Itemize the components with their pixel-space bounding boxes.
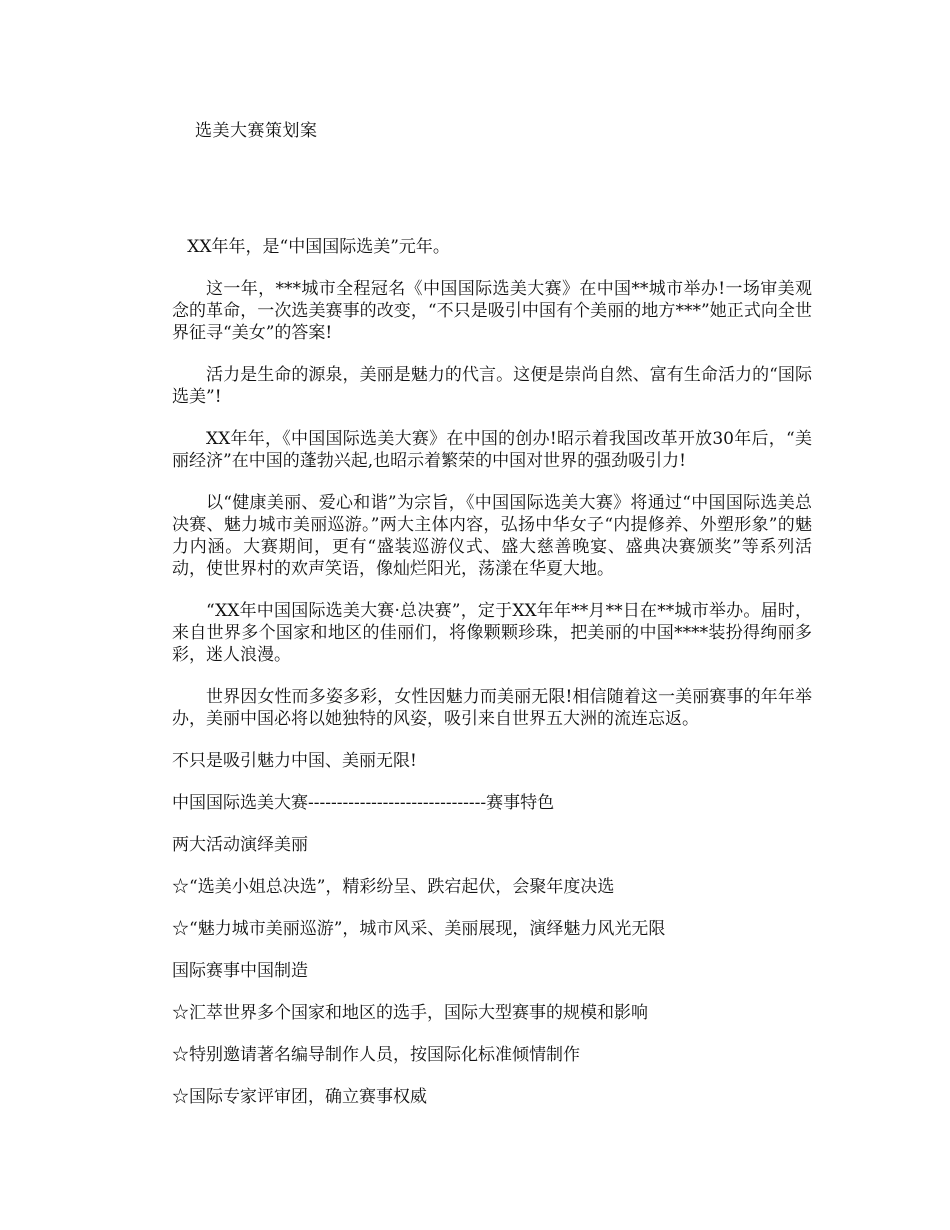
paragraph: 活力是生命的源泉，美丽是魅力的代言。这便是崇尚自然、富有生命活力的“国际选美”!: [172, 365, 812, 407]
section-heading-features: 中国国际选美大赛-------------------------------赛事特色: [172, 793, 555, 813]
feature-item: ☆“魅力城市美丽巡游”，城市风采、美丽展现，演绎魅力风光无限: [172, 919, 666, 939]
paragraph: 世界因女性而多姿多彩，女性因魅力而美丽无限!相信随着这一美丽赛事的年年举办，美丽中国必将以她独特的风姿，吸引来自世界五大洲的流连忘返。: [172, 687, 812, 729]
slogan-line: 不只是吸引魅力中国、美丽无限!: [172, 751, 417, 771]
feature-item: ☆特别邀请著名编导制作人员，按国际化标准倾情制作: [172, 1045, 580, 1065]
subheading-international: 国际赛事中国制造: [172, 961, 308, 981]
subheading-activities: 两大活动演绎美丽: [172, 835, 308, 855]
paragraph-intro: XX年年，是“中国国际选美”元年。: [187, 237, 450, 257]
document-body: [172, 236, 812, 1128]
feature-item: ☆汇萃世界多个国家和地区的选手，国际大型赛事的规模和影响: [172, 1003, 648, 1023]
feature-item: ☆国际专家评审团，确立赛事权威: [172, 1087, 427, 1107]
feature-item: ☆“选美小姐总决选”，精彩纷呈、跌宕起伏，会聚年度决选: [172, 877, 615, 897]
paragraph: XX年年，《中国国际选美大赛》在中国的创办!昭示着我国改革开放30年后，“美丽经济”在中国的蓬勃兴起,也昭示着繁荣的中国对世界的强劲吸引力!: [172, 429, 812, 471]
document-title: 选美大赛策划案: [195, 121, 318, 141]
paragraph: “XX年中国国际选美大赛·总决赛”，定于XX年年**月**日在**城市举办。届时，来自世界多个国家和地区的佳丽们，将像颗颗珍珠，把美丽的中国****装扮得绚丽多彩，迷人浪漫。: [172, 601, 812, 665]
paragraph: 这一年，***城市全程冠名《中国国际选美大赛》在中国**城市举办!一场审美观念的革命，一次选美赛事的改变，“不只是吸引中国有个美丽的地方***”她正式向全世界征寻“美女”的答案!: [172, 279, 812, 343]
paragraph: 以“健康美丽、爱心和谐”为宗旨，《中国国际选美大赛》将通过“中国国际选美总决赛、魅力城市美丽巡游。”两大主体内容，弘扬中华女子“内提修养、外塑形象”的魅力内涵。大赛期间，更有“盛装巡游仪式、盛大慈善晚宴、盛典决赛颁奖”等系列活动，使世界村的欢声笑语，像灿烂阳光，荡漾在华夏大地。: [172, 493, 812, 579]
